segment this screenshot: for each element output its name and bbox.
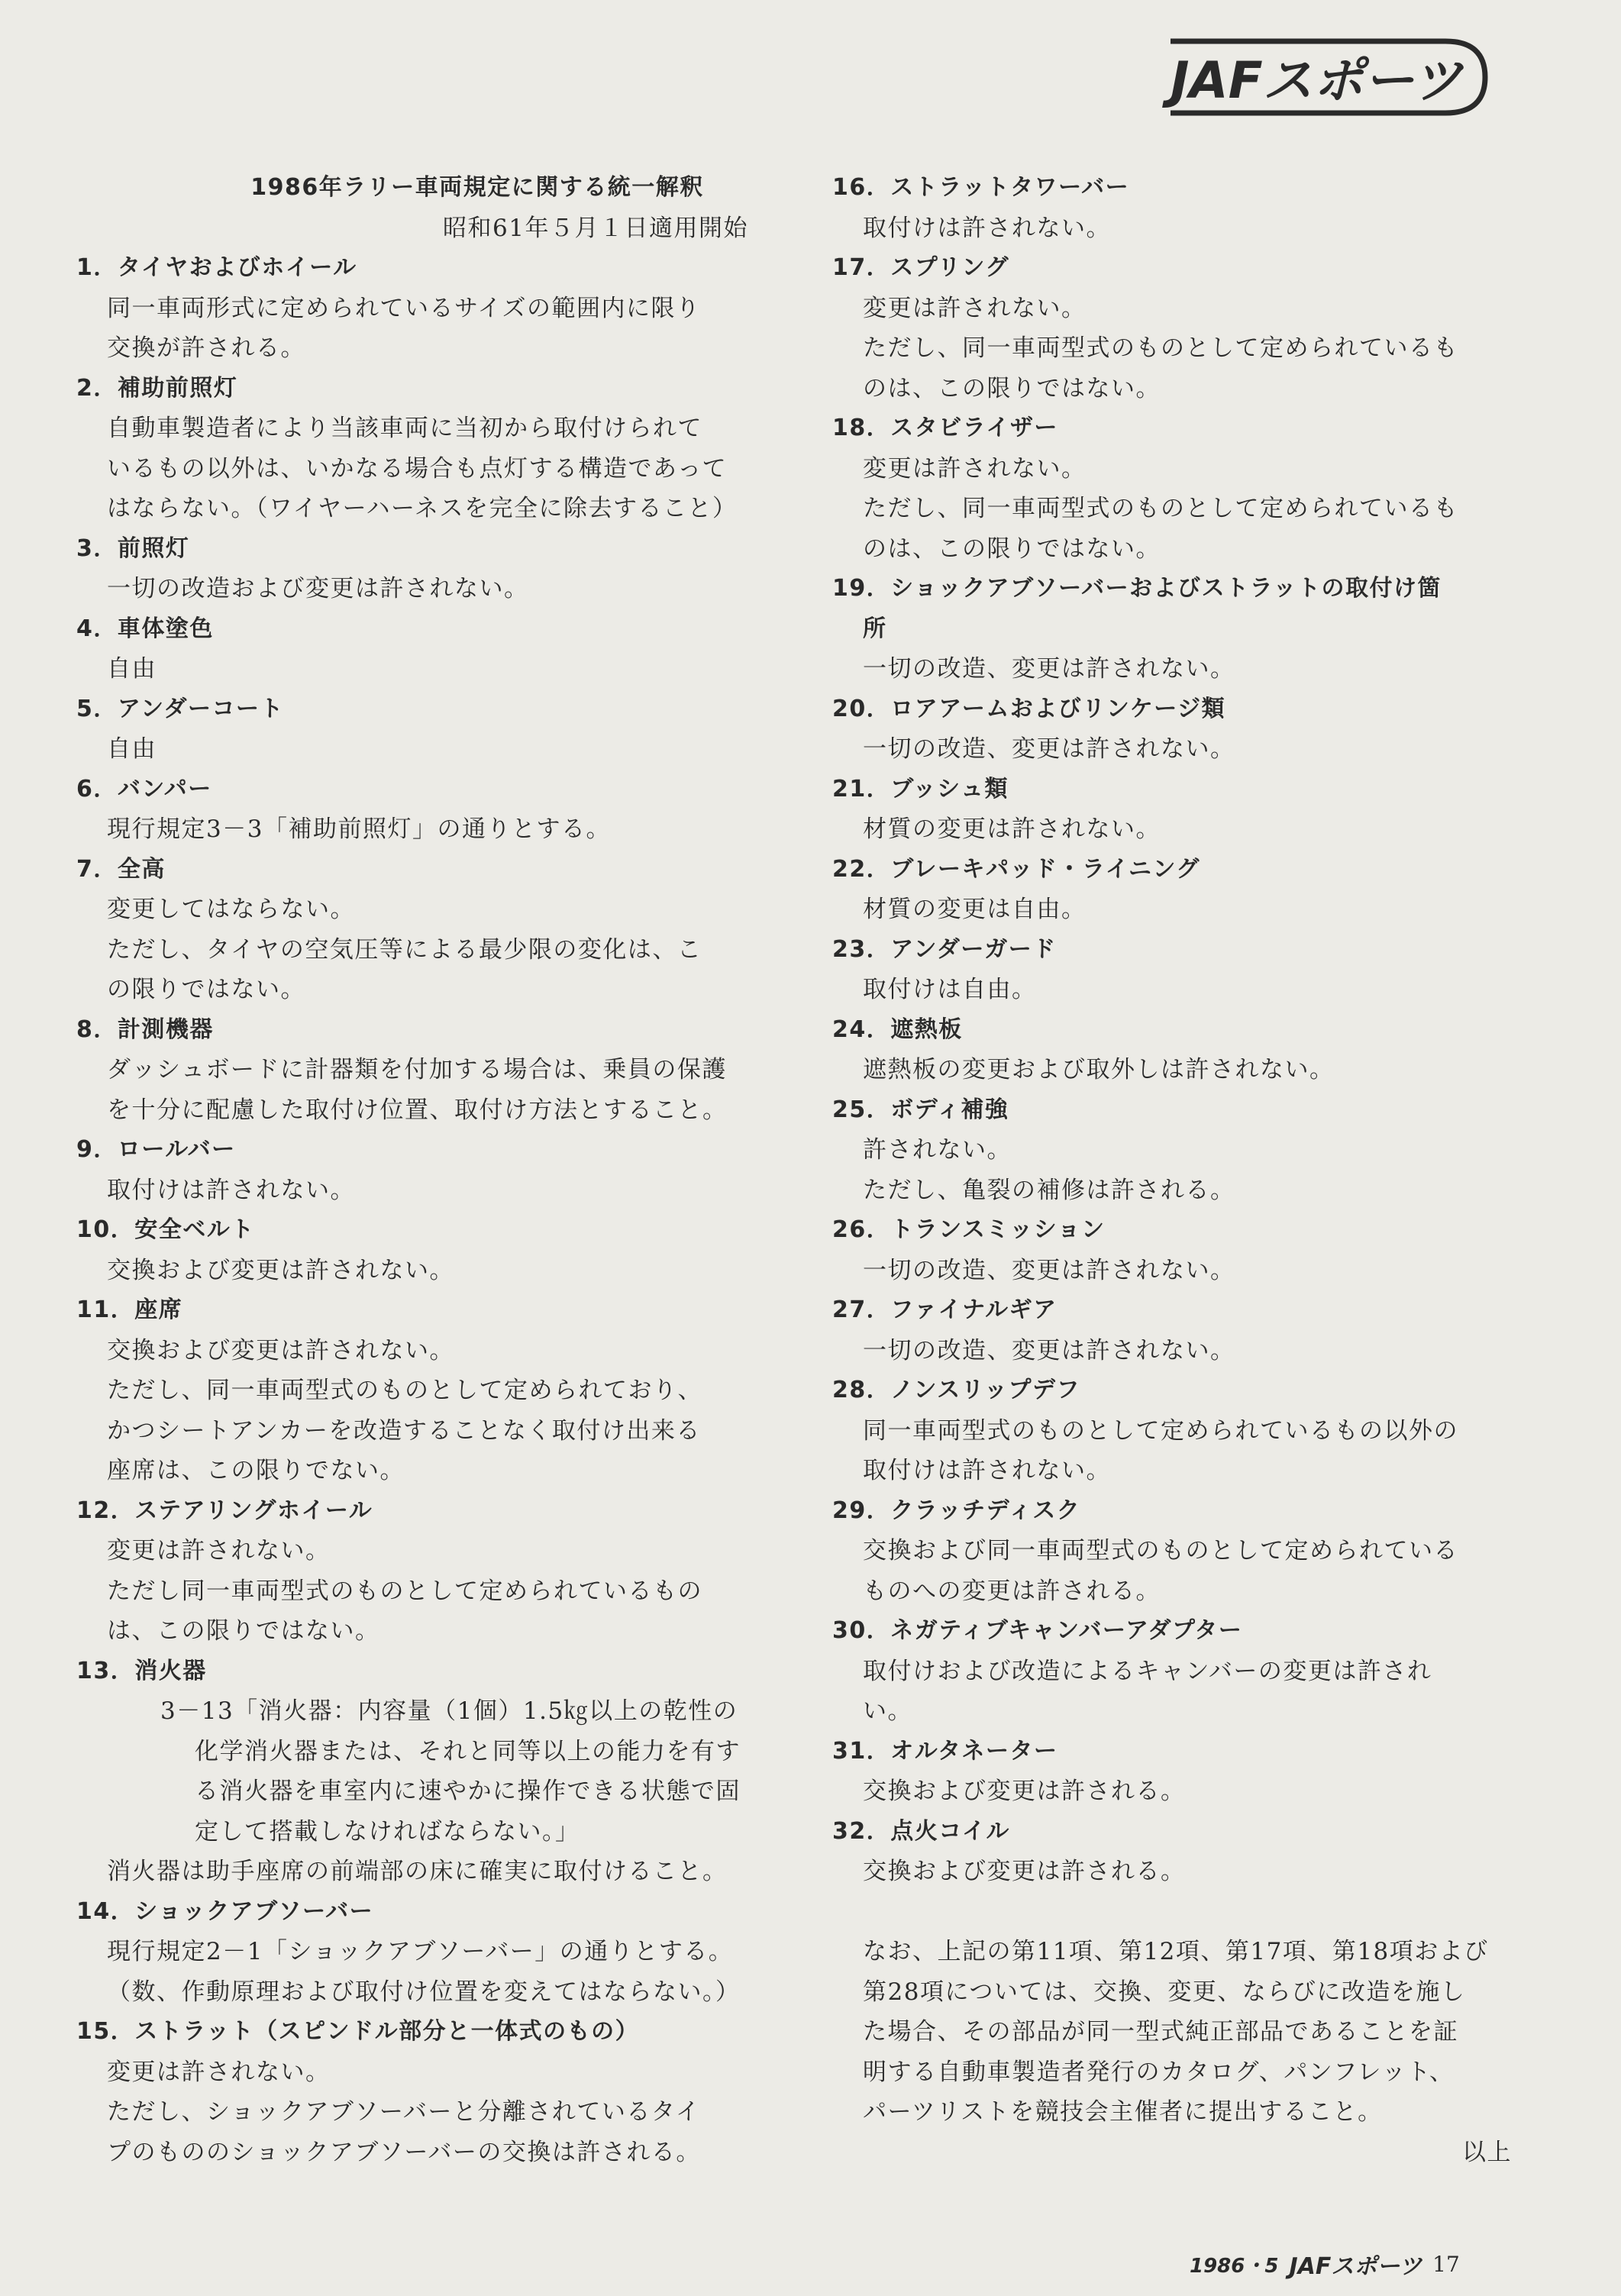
section-heading: 2．補助前照灯 [76, 374, 238, 402]
section-heading: 31．オルタネーター [832, 1737, 1058, 1765]
section-heading: 23．アンダーガード [832, 935, 1057, 963]
logo-graphic [1140, 27, 1499, 127]
text-line: プのもののショックアブソーバーの交換は許される。 [107, 2138, 701, 2166]
text-line: 明する自動車製造者発行のカタログ、パンフレット、 [863, 2058, 1455, 2086]
text-line: 材質の変更は自由。 [863, 896, 1087, 923]
section-heading: 9．ロールバー [76, 1136, 236, 1163]
text-line: 遮熱板の変更および取外しは許されない。 [863, 1056, 1335, 1083]
text-line: 取付けは許されない。 [863, 214, 1111, 242]
text-line: 変更は許されない。 [863, 454, 1087, 483]
text-line: 変更は許されない。 [107, 1537, 331, 1565]
text-line: 昭和61年５月１日適用開始 [443, 214, 748, 242]
text-line: る消火器を車室内に速やかに操作できる状態で固 [195, 1778, 741, 1805]
text-line: 消火器は助手座席の前端部の床に確実に取付けること。 [107, 1858, 728, 1885]
text-line: ただし、亀裂の補修は許される。 [863, 1176, 1235, 1204]
text-line: 同一車両型式のものとして定められているもの以外の [863, 1416, 1458, 1445]
text-line: のは、この限りではない。 [863, 534, 1161, 563]
text-line: 自由 [107, 735, 157, 763]
section-heading: 25．ボディ補強 [832, 1096, 1009, 1123]
section-heading: 3．前照灯 [76, 534, 190, 562]
text-line: 材質の変更は許されない。 [863, 815, 1161, 843]
text-line: 取付けは許されない。 [107, 1176, 355, 1204]
text-line: ただし、同一車両型式のものとして定められており、 [107, 1377, 702, 1404]
text-line: 交換および変更は許されない。 [107, 1336, 454, 1364]
section-heading: 所 [863, 615, 887, 642]
text-line: 交換が許される。 [107, 334, 305, 362]
section-heading: 10．安全ベルト [76, 1216, 255, 1243]
section-heading: 12．ステアリングホイール [76, 1497, 373, 1524]
footer-brand: JAFスポーツ [1289, 2253, 1422, 2280]
text-line: のは、この限りではない。 [863, 374, 1161, 402]
text-line: 取付けは許されない。 [863, 1457, 1111, 1484]
text-line: 第28項については、交換、変更、ならびに改造を施し [863, 1978, 1466, 2006]
text-line: はならない。（ワイヤーハーネスを完全に除去すること） [107, 495, 738, 522]
text-line: 現行規定3－3「補助前照灯」の通りとする。 [107, 815, 611, 843]
text-line: ただし同一車両型式のものとして定められているもの [107, 1577, 702, 1605]
section-heading: 1．タイヤおよびホイール [76, 254, 357, 281]
text-line: た場合、その部品が同一型式純正部品であることを証 [863, 2018, 1458, 2046]
text-line: は、この限りではない。 [107, 1617, 380, 1645]
text-line: 交換および変更は許されない。 [107, 1256, 454, 1284]
text-line: ただし、同一車両型式のものとして定められているも [863, 334, 1458, 362]
text-line: 自由 [107, 655, 157, 683]
text-line: 変更は許されない。 [107, 2058, 331, 2086]
text-line: を十分に配慮した取付け位置、取付け方法とすること。 [107, 1096, 728, 1124]
text-line: 取付けおよび改造によるキャンバーの変更は許され [863, 1657, 1432, 1685]
section-heading: 8．計測機器 [76, 1016, 214, 1043]
right-column [832, 168, 1542, 2172]
text-line: 現行規定2－1「ショックアブソーバー」の通りとする。 [107, 1938, 734, 1965]
section-heading: 14．ショックアブソーバー [76, 1897, 374, 1925]
text-line: 変更してはならない。 [107, 896, 355, 923]
section-heading: 16．ストラットタワーバー [832, 174, 1130, 201]
section-heading: 21．ブッシュ類 [832, 775, 1009, 802]
section-heading: 1986年ラリー車両規定に関する統一解釈 [250, 174, 704, 201]
section-heading: 24．遮熱板 [832, 1016, 963, 1043]
text-line: 座席は、この限りでない。 [107, 1457, 405, 1484]
section-heading: 22．ブレーキパッド・ライニング [832, 855, 1200, 883]
text-line: いるもの以外は、いかなる場合も点灯する構造であって [107, 454, 728, 483]
text-line: 許されない。 [863, 1136, 1012, 1164]
text-line: 交換および変更は許される。 [863, 1858, 1186, 1885]
section-heading: 28．ノンスリップデフ [832, 1377, 1080, 1403]
section-heading: 26．トランスミッション [832, 1216, 1106, 1243]
section-heading: 29．クラッチディスク [832, 1497, 1081, 1524]
issue-date: 1986・5 [1190, 2254, 1279, 2278]
section-heading: 15．ストラット（スピンドル部分と一体式のもの） [76, 2018, 640, 2045]
magazine-logo [1140, 27, 1499, 127]
text-line: 以上 [1462, 2138, 1512, 2166]
text-line: なお、上記の第11項、第12項、第17項、第18項および [863, 1938, 1489, 1965]
text-line: 定して搭載しなければならない。」 [195, 1817, 580, 1846]
text-line: 自動車製造者により当該車両に当初から取付けられて [107, 415, 702, 442]
text-line: 取付けは自由。 [863, 976, 1037, 1003]
section-heading: 5．アンダーコート [76, 695, 284, 722]
text-line: かつシートアンカーを改造することなく取付け出来る [107, 1416, 701, 1445]
section-heading: 27．ファイナルギア [832, 1297, 1058, 1323]
section-heading: 17．スプリング [832, 254, 1009, 281]
section-heading: 30．ネガティブキャンバーアダプター [832, 1617, 1243, 1644]
text-line: 一切の改造、変更は許されない。 [863, 735, 1235, 763]
left-column [76, 168, 779, 2172]
text-line: ただし、ショックアブソーバーと分離されているタイ [107, 2098, 701, 2126]
text-line: 一切の改造、変更は許されない。 [863, 1256, 1235, 1284]
section-heading: 11．座席 [76, 1297, 183, 1323]
text-line: 3－13「消火器：内容量（1個）1.5㎏以上の乾性の [160, 1697, 738, 1725]
section-heading: 20．ロアアームおよびリンケージ類 [832, 695, 1226, 722]
text-line [832, 1892, 1542, 1933]
text-line: 同一車両形式に定められているサイズの範囲内に限り [107, 294, 701, 322]
text-line: 一切の改造、変更は許されない。 [863, 655, 1235, 683]
text-line: 一切の改造および変更は許されない。 [107, 575, 529, 602]
text-line: い。 [863, 1697, 912, 1725]
section-heading: 4．車体塗色 [76, 615, 214, 642]
section-heading: 7．全高 [76, 855, 166, 883]
section-heading: 32．点火コイル [832, 1817, 1010, 1845]
text-line: （数、作動原理および取付け位置を変えてはならない。） [107, 1978, 741, 2006]
section-heading: 13．消火器 [76, 1657, 207, 1684]
logo-text: JAFスポーツ [1171, 51, 1463, 110]
text-line: 一切の改造、変更は許されない。 [863, 1336, 1235, 1364]
section-heading: 19．ショックアブソーバーおよびストラットの取付け箇 [832, 575, 1442, 602]
text-line: ただし、同一車両型式のものとして定められているも [863, 495, 1458, 522]
page-footer [1190, 2249, 1460, 2279]
text-line: 変更は許されない。 [863, 294, 1087, 322]
section-heading: 18．スタビライザー [832, 415, 1058, 441]
text-line: ダッシュボードに計器類を付加する場合は、乗員の保護 [107, 1056, 727, 1083]
page-number: 17 [1432, 2251, 1460, 2277]
text-line: の限りではない。 [107, 976, 305, 1003]
text-line: ただし、タイヤの空気圧等による最少限の変化は、こ [107, 935, 702, 964]
text-line: 交換および同一車両型式のものとして定められている [863, 1537, 1458, 1565]
text-line: 交換および変更は許される。 [863, 1778, 1186, 1805]
text-line: パーツリストを競技会主催者に提出すること。 [863, 2098, 1383, 2126]
text-line: ものへの変更は許される。 [863, 1577, 1161, 1605]
text-line: 化学消火器または、それと同等以上の能力を有す [195, 1737, 741, 1765]
section-heading: 6．バンパー [76, 775, 212, 802]
